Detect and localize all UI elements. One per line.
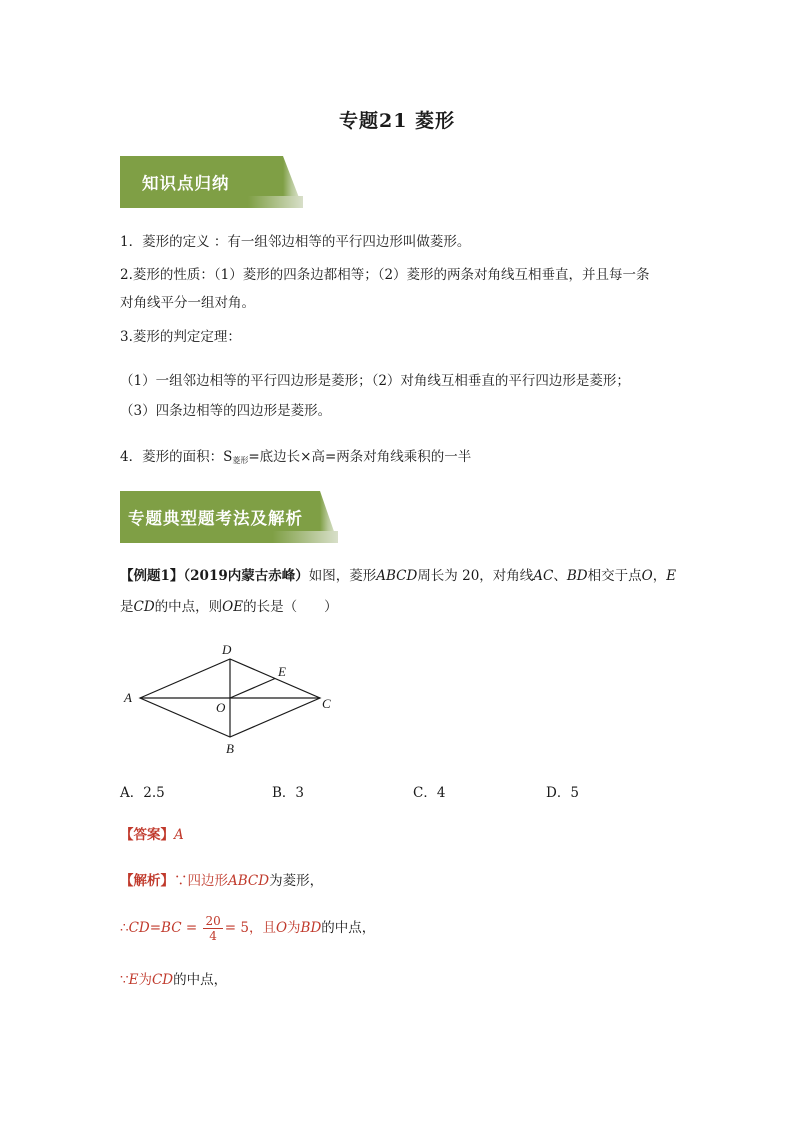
answer-label: 【答案】 [120, 827, 174, 843]
analysis-text: ∴ [120, 920, 129, 936]
question-text: 的长是（ ） [243, 599, 338, 615]
question-var: CD [133, 599, 155, 615]
question-text: 相交于点 [587, 568, 642, 584]
analysis-text: ∵四边形 [174, 873, 228, 889]
question-var: O [641, 568, 653, 584]
area-subscript: 菱形 [232, 456, 249, 465]
knowledge-criteria-3: （3）四条边相等的四边形是菱形。 [120, 403, 332, 419]
label-e: E [278, 664, 286, 679]
knowledge-criteria-title: 3.菱形的判定定理： [120, 329, 241, 345]
question-text: 周长为 20，对角线 [417, 568, 534, 584]
question-text: 的中点，则 [154, 599, 223, 615]
area-prefix: 4．菱形的面积：S [120, 449, 233, 465]
label-b: B [226, 741, 234, 756]
analysis-text: 的中点， [173, 972, 228, 988]
question-var: E [666, 568, 677, 584]
rhombus-figure [110, 636, 350, 766]
analysis-var: E [128, 972, 139, 988]
knowledge-properties: 2.菱形的性质：（1）菱形的四条边都相等；（2）菱形的两条对角线互相垂直，并且每一条 [120, 267, 650, 283]
question-text: 、 [553, 568, 567, 584]
label-d: D [222, 642, 232, 657]
label-o: O [216, 700, 226, 715]
analysis-var: CD [151, 972, 174, 988]
analysis-var: O [275, 920, 288, 936]
analysis-text: = [181, 920, 202, 936]
analysis-line2 [120, 912, 375, 944]
analysis-var: BD [300, 920, 322, 936]
question-var: ABCD [376, 568, 418, 584]
answer-line [120, 825, 184, 845]
knowledge-area [120, 447, 471, 471]
analysis-text: = 5，且 [224, 920, 276, 936]
segment-oe [230, 679, 275, 699]
example-question-line1 [120, 566, 676, 586]
fraction-numerator: 20 [205, 914, 221, 928]
fraction-20-over-4 [203, 914, 222, 943]
label-c: C [322, 696, 331, 711]
page-title: 专题21 菱形 [338, 110, 456, 132]
example-source: （2019内蒙古赤峰） [183, 568, 309, 584]
area-suffix: =底边长×高=两条对角线乘积的一半 [248, 449, 472, 465]
knowledge-criteria-1-2: （1）一组邻边相等的平行四边形是菱形；（2）对角线互相垂直的平行四边形是菱形； [120, 373, 630, 389]
analysis-line3 [120, 970, 227, 990]
question-var: OE [222, 599, 244, 615]
example-question-line2 [120, 597, 338, 617]
analysis-label: 【解析】 [120, 873, 174, 889]
knowledge-properties-cont: 对角线平分一组对角。 [120, 295, 255, 311]
label-a: A [124, 690, 132, 705]
option-c[interactable]: C．4 [413, 785, 446, 801]
analysis-var: CD=BC [128, 920, 182, 936]
analysis-text: 为菱形， [269, 873, 324, 889]
question-text: 如图，菱形 [308, 568, 377, 584]
section-title-knowledge: 知识点归纳 [142, 174, 230, 193]
question-var: BD [566, 568, 588, 584]
section-banner-examples [120, 491, 338, 543]
answer-value: A [174, 827, 184, 843]
section-title-examples: 专题典型题考法及解析 [128, 509, 303, 528]
example-tag: 【例题1】 [120, 568, 184, 584]
option-b[interactable]: B．3 [272, 785, 305, 801]
knowledge-definition: 1．菱形的定义 ：有一组邻边相等的平行四边形叫做菱形。 [120, 234, 471, 250]
fraction-denominator: 4 [209, 929, 217, 943]
question-var: AC [533, 568, 554, 584]
option-d[interactable]: D．5 [546, 785, 579, 801]
option-a[interactable]: A．2.5 [120, 785, 165, 801]
analysis-text: 为 [287, 920, 301, 936]
question-text: 是 [120, 599, 134, 615]
analysis-text: ∵ [120, 972, 129, 988]
analysis-text: 为 [138, 972, 152, 988]
section-banner-knowledge [120, 156, 303, 208]
analysis-line1 [120, 871, 323, 891]
question-text: ， [652, 568, 667, 584]
analysis-text: 的中点， [321, 920, 376, 936]
analysis-var: ABCD [228, 873, 270, 889]
